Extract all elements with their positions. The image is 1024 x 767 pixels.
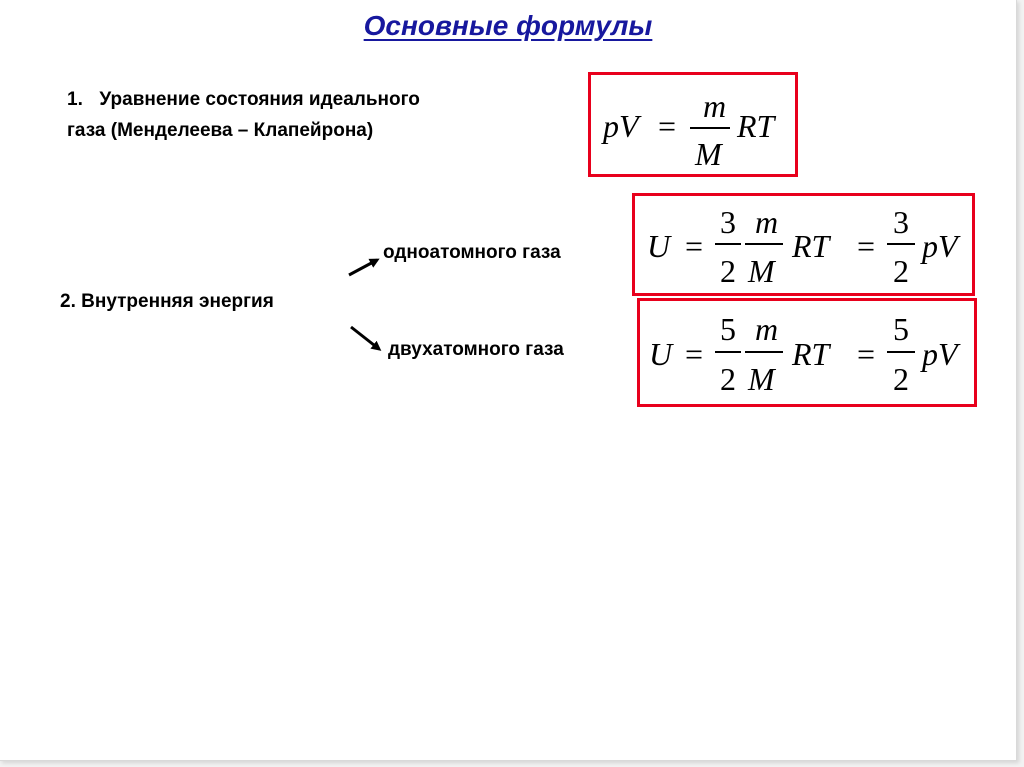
fraction-bar (715, 243, 741, 245)
formula-num: m (703, 88, 727, 124)
item2-label: 2. Внутренняя энергия (60, 291, 274, 312)
formula-den: M (748, 253, 775, 289)
formula-eq: = (685, 336, 704, 372)
formula-RT: RT (792, 228, 830, 264)
formula-RT: RT (792, 336, 830, 372)
coef-num: 5 (720, 311, 736, 347)
coef2-num: 5 (893, 311, 909, 347)
formula-lhs: pV (603, 108, 639, 144)
formula-eq2: = (857, 336, 876, 372)
branch-monoatomic-label: одноатомного газа (383, 242, 561, 263)
formula-eq: = (658, 108, 677, 144)
formula-num: m (755, 311, 779, 347)
formula-den: M (695, 136, 722, 172)
arrow-down-right-icon (351, 327, 379, 349)
coef2-den: 2 (893, 253, 909, 289)
formula-pV: pV (922, 228, 958, 264)
formula-diatomic-box (637, 298, 977, 407)
formula-num: m (755, 204, 779, 240)
branch-diatomic-label: двухатомного газа (388, 339, 564, 360)
formula-pV: pV (922, 336, 958, 372)
fraction-bar (887, 351, 915, 353)
fraction-bar (745, 351, 783, 353)
formula-monoatomic-box (632, 193, 975, 296)
formula-rhs: RT (737, 108, 775, 144)
fraction-bar (745, 243, 783, 245)
item1-number: 1. (67, 89, 83, 110)
coef2-num: 3 (893, 204, 909, 240)
formula-U: U (649, 336, 673, 372)
fraction-bar (887, 243, 915, 245)
formula-U: U (647, 228, 671, 264)
coef-den: 2 (720, 361, 736, 397)
arrow-up-right-icon (349, 260, 377, 275)
formula-eq: = (685, 228, 704, 264)
item1-text-line2: газа (Менделеева – Клапейрона) (67, 120, 374, 141)
coef-den: 2 (720, 253, 736, 289)
fraction-bar (715, 351, 741, 353)
item1-text-line1: Уравнение состояния идеального (99, 89, 420, 110)
page-title: Основные формулы (363, 10, 653, 41)
coef2-den: 2 (893, 361, 909, 397)
coef-num: 3 (720, 204, 736, 240)
formula-eq2: = (857, 228, 876, 264)
formula-den: M (748, 361, 775, 397)
